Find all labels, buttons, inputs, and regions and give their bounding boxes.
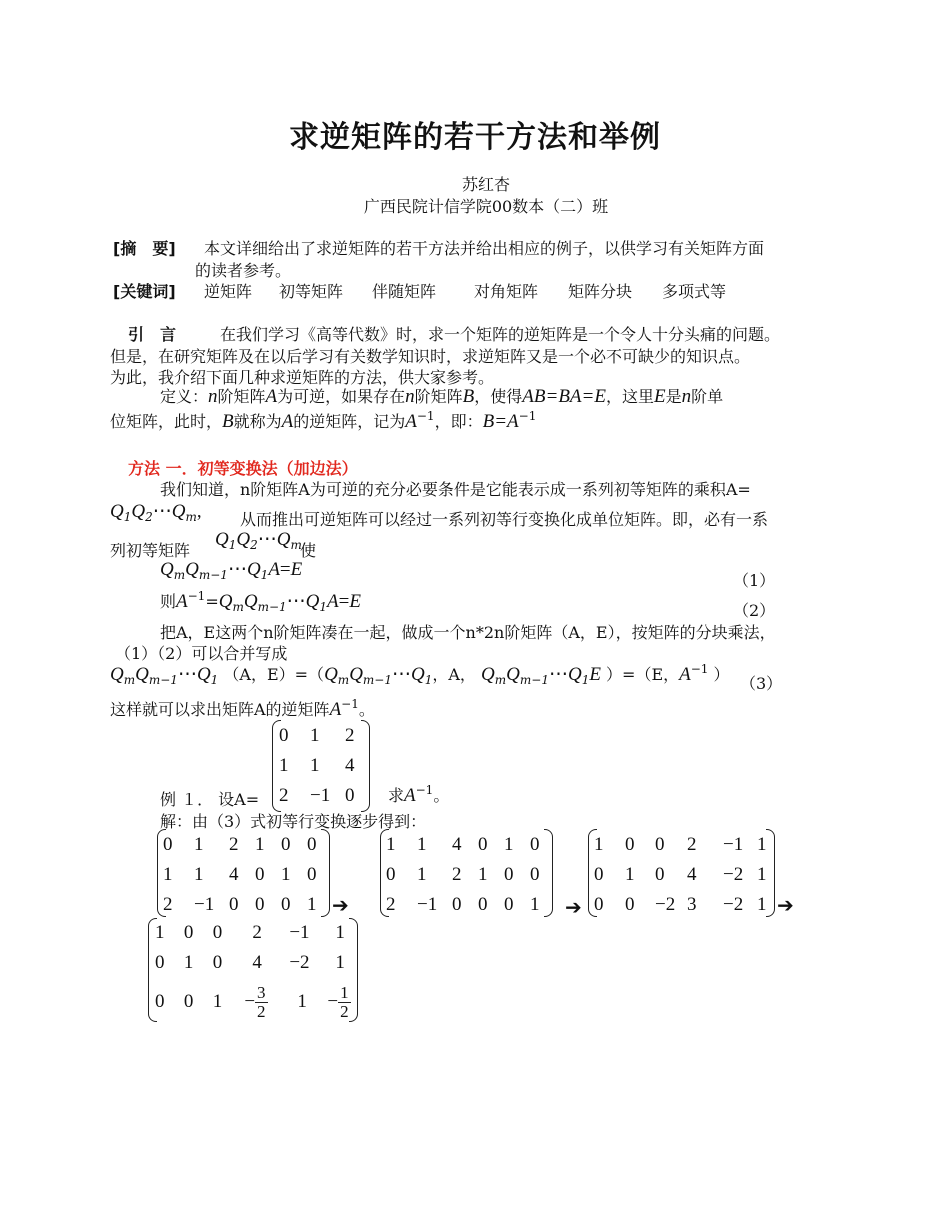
definition-line2: 位矩阵，此时，B就称为A的逆矩阵，记为$A^{-1}$，即：$B=A^{-1}$ [110, 409, 537, 432]
matrix-cell: 1 [335, 952, 345, 973]
page-title: 求逆矩阵的若干方法和举例 [289, 120, 661, 155]
matrix-cell: 1 [625, 864, 635, 885]
matrix-cell: 0 [625, 834, 635, 855]
matrix-cell: 0 [212, 922, 223, 943]
matrix-cell: 1 [255, 834, 265, 855]
example1-label: 例 １． 设A= [160, 790, 260, 809]
matrix-step4 [148, 918, 358, 1022]
keyword-item: 初等矩阵 [279, 282, 344, 301]
keyword-item: 伴随矩阵 [372, 282, 437, 301]
method1-para3: （1）（2）可以合并写成 [115, 644, 288, 663]
matrix-cell-fraction: − $\frac{1}{2}$ [327, 982, 349, 1021]
intro-line3: 为此，我介绍下面几种求逆矩阵的方法，供大家参考。 [110, 368, 495, 387]
abstract-text-line1: 本文详细给出了求逆矩阵的若干方法并给出相应的例子，以供学习有关矩阵方面 [204, 239, 765, 258]
matrix-cell: 1 [757, 834, 767, 855]
method1-para1-cont: $Q_1Q_2\cdots Q_m$, [110, 501, 202, 524]
matrix-cell: 2 [687, 834, 697, 855]
matrix-cell: 2 [252, 922, 262, 943]
matrix-cell: 0 [345, 785, 355, 806]
keyword-item: 多项式等 [662, 282, 727, 301]
matrix-cell: 1 [386, 834, 396, 855]
matrix-cell: 4 [452, 834, 462, 855]
matrix-cell: 1 [297, 991, 307, 1012]
matrix-cell: 0 [504, 864, 514, 885]
matrix-cell: 1 [212, 991, 223, 1012]
method1-para1-line2: 从而推出可逆矩阵可以经过一系列初等行变换化成单位矩阵。即，必有一系 [240, 510, 769, 529]
keywords-label: [关键词] [113, 282, 176, 301]
matrix-cell: 1 [417, 834, 427, 855]
matrix-cell: −2 [723, 894, 744, 915]
matrix-cell: 1 [194, 864, 204, 885]
matrix-cell: 4 [229, 864, 239, 885]
matrix-cell: 4 [345, 755, 355, 776]
matrix-cell: 0 [183, 922, 194, 943]
matrix-step1 [157, 829, 330, 917]
matrix-cell: 1 [504, 834, 514, 855]
matrix-cell: 1 [279, 755, 289, 776]
matrix-cell: 0 [307, 864, 317, 885]
matrix-cell: 4 [687, 864, 697, 885]
matrix-cell: 0 [504, 894, 514, 915]
matrix-cell: −1 [194, 894, 215, 915]
method1-para1: 我们知道，n阶矩阵A为可逆的充分必要条件是它能表示成一系列初等矩阵的乘积A= [160, 480, 751, 499]
equation-3-label: （3） [740, 674, 783, 693]
matrix-cell: 0 [229, 894, 239, 915]
matrix-cell: 0 [281, 834, 291, 855]
equation-3: $Q_mQ_{m-1}\cdots Q_1$ （A，$E)=(Q_mQ_{m-1}\cdots Q_1$，A， $Q_mQ_{m-1}\cdots Q_1E$ ）=（E，$A^{-1}$ ） [110, 662, 730, 687]
example1-solution: 解：由（3）式初等行变换逐步得到： [160, 812, 427, 831]
matrix-cell: 0 [530, 864, 540, 885]
matrix-cell: −1 [289, 922, 310, 943]
matrix-cell: −1 [417, 894, 438, 915]
matrix-step3 [588, 829, 775, 917]
matrix-cell: 4 [252, 952, 262, 973]
matrix-cell: 2 [163, 894, 173, 915]
matrix-cell: 2 [345, 725, 355, 746]
arrow-icon: ➔ [332, 893, 349, 917]
matrix-cell: 1 [757, 894, 767, 915]
matrix-A [272, 720, 370, 812]
matrix-cell: 3 [687, 894, 697, 915]
arrow-icon: ➔ [777, 893, 794, 917]
equation-2-label: （2） [733, 601, 776, 620]
keyword-item: 矩阵分块 [568, 282, 633, 301]
matrix-cell: 0 [655, 834, 665, 855]
abstract-text-line2: 的读者参考。 [195, 261, 292, 280]
matrix-cell: 1 [281, 864, 291, 885]
method1-heading: 方法 一．初等变换法（加边法） [128, 459, 358, 478]
matrix-cell: 1 [335, 922, 345, 943]
matrix-cell: 0 [281, 894, 291, 915]
author: 苏红杏 [461, 175, 510, 194]
matrix-cell: 0 [386, 864, 396, 885]
matrix-cell: 1 [478, 864, 488, 885]
arrow-icon: ➔ [565, 895, 582, 919]
matrix-cell-fraction: − $\frac{3}{2}$ [244, 982, 266, 1021]
intro-line2: 但是，在研究矩阵及在以后学习有关数学知识时，求逆矩阵又是一个必不可缺少的知识点。 [110, 347, 751, 366]
elementary-matrices: $Q_1Q_2\cdots Q_m$ [215, 529, 302, 552]
matrix-cell: 2 [279, 785, 289, 806]
matrix-cell: 1 [417, 864, 427, 885]
matrix-cell: 0 [279, 725, 289, 746]
matrix-cell: −1 [723, 834, 744, 855]
matrix-cell: 0 [255, 894, 265, 915]
matrix-cell: 1 [530, 894, 540, 915]
intro-label: 引 言 [128, 325, 177, 344]
matrix-step2 [380, 829, 553, 917]
matrix-cell: 0 [307, 834, 317, 855]
matrix-cell: 1 [310, 725, 320, 746]
matrix-cell: −1 [310, 785, 331, 806]
matrix-cell: 2 [229, 834, 239, 855]
matrix-cell: 0 [478, 834, 488, 855]
matrix-cell: 0 [625, 894, 635, 915]
matrix-cell: 0 [478, 894, 488, 915]
matrix-cell: 2 [452, 864, 462, 885]
matrix-cell: 0 [452, 894, 462, 915]
matrix-cell: 1 [757, 864, 767, 885]
method1-para1-line3: 列初等矩阵 [110, 541, 191, 560]
keyword-item: 对角矩阵 [474, 282, 539, 301]
matrix-cell: 0 [212, 952, 223, 973]
keyword-item: 逆矩阵 [204, 282, 253, 301]
matrix-cell: 1 [594, 834, 604, 855]
matrix-cell: 0 [594, 864, 604, 885]
abstract-label: [摘 要] [113, 239, 176, 258]
intro-line1: 在我们学习《高等代数》时，求一个矩阵的逆矩阵是一个令人十分头痛的问题。 [220, 325, 781, 344]
matrix-cell: 0 [163, 834, 173, 855]
method1-para2: 把A，E这两个n阶矩阵凑在一起，做成一个n*2n阶矩阵（A，E），按矩阵的分块乘法， [160, 623, 776, 642]
matrix-cell: 0 [255, 864, 265, 885]
example1-ask: 求$A^{-1}$。 [388, 783, 450, 806]
matrix-cell: −2 [723, 864, 744, 885]
matrix-cell: 0 [530, 834, 540, 855]
matrix-cell: 1 [194, 834, 204, 855]
matrix-cell: 0 [183, 991, 194, 1012]
definition-line1: 定义：n阶矩阵A为可逆，如果存在n阶矩阵B，使得AB=BA=E，这里E是n阶单 [160, 386, 724, 407]
matrix-cell: 1 [310, 755, 320, 776]
matrix-cell: 1 [307, 894, 317, 915]
matrix-cell: −2 [655, 894, 676, 915]
matrix-cell: 0 [155, 991, 165, 1012]
method1-para1-end: 使 [300, 541, 317, 560]
matrix-cell: 1 [155, 922, 165, 943]
matrix-cell: 0 [655, 864, 665, 885]
matrix-cell: 0 [594, 894, 604, 915]
matrix-cell: −2 [289, 952, 310, 973]
equation-1: $Q_mQ_{m-1}\cdots Q_1A=E$ [160, 559, 303, 582]
matrix-cell: 0 [155, 952, 165, 973]
affiliation: 广西民院计信学院00数本（二）班 [363, 197, 609, 216]
matrix-cell: 2 [386, 894, 396, 915]
method1-para4: 这样就可以求出矩阵A的逆矩阵$A^{-1}$。 [110, 697, 375, 720]
equation-1-label: （1） [733, 571, 776, 590]
matrix-cell: 1 [163, 864, 173, 885]
matrix-cell: 1 [183, 952, 194, 973]
equation-2: 则$A^{-1}=Q_mQ_{m-1}\cdots Q_1A=E$ [160, 589, 361, 614]
